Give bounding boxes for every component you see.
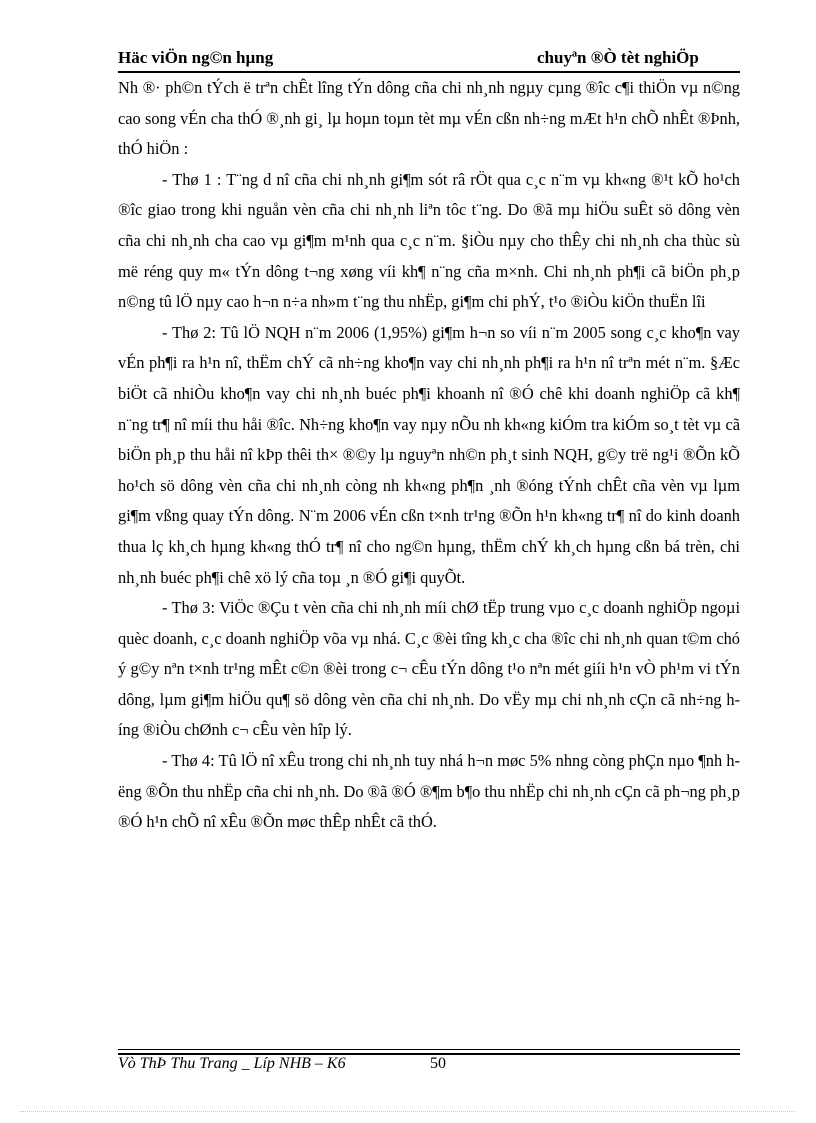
page-bottom-edge — [20, 1111, 796, 1112]
footer-rule-thin — [118, 1049, 740, 1050]
institution-title: Häc viÖn ng©n hµng — [118, 48, 274, 67]
body-text — [118, 73, 740, 838]
page-footer — [118, 1055, 740, 1077]
paragraph-point-4: - Thø 4: Tû lÖ nî xÊu trong chi nh¸nh tuy nhá h¬n møc 5% nhng còng phÇn nµo ¶nh hëng ®Õn thu nhËp cña chi nh¸nh. Do ®ã ®Ó ®¶m b¶o thu nhËp chi nh¸nh cÇn cã ph¬ng ph¸p ®Ó h¹n chÕ nî xÊu ®Õn møc thÊp nhÊt cã thÓ. — [118, 751, 740, 832]
paragraph-intro: Nh ®· ph©n tÝch ë trªn chÊt lîng tÝn dông cña chi nh¸nh ngµy cµng ®îc c¶i thiÖn vµ n©ng cao song vÉn cha thÓ ®¸nh gi¸ lµ hoµn toµn tèt mµ vÉn cßn nh÷ng mÆt h¹n chÕ nhÊt ®Þnh, thÓ hiÖn : — [118, 78, 740, 159]
page-number: 50 — [430, 1055, 446, 1072]
paragraph-point-2: - Thø 2: Tû lÖ NQH n¨m 2006 (1,95%) gi¶m h¬n so víi n¨m 2005 song c¸c kho¶n vay vÉn ph¶i ra h¹n nî, thËm chÝ cã nh÷ng kho¶n vay chi nh¸nh ph¶i ra h¹n nî trªn mét n¨m. §Æc biÖt cã nhiÒu kho¶n vay chi nh¸nh buéc ph¶i khoanh nî ®Ó chê khi doanh nghiÖp cã kh¶ n¨ng tr¶ nî míi thu håi ®îc. Nh÷ng kho¶n vay nµy nÕu nh kh«ng kiÓm tra kiÓm so¸t tèt vµ cã biÖn ph¸p thu håi nî kÞp thêi th× ®©y lµ nguyªn nh©n ph¸t sinh NQH, g©y trë ng¹i ®Õn kÕ ho¹ch sö dông vèn cña chi nh¸nh còng nh kh«ng ph¶n ¸nh ®óng tÝnh chÊt cña vèn vµ lµm gi¶m vßng quay tÝn dông. N¨m 2006 vÉn cßn t×nh tr¹ng ®Õn h¹n kh«ng tr¶ nî do kinh doanh thua lç kh¸ch hµng kh«ng thÓ tr¶ nî cho ng©n hµng, thËm chÝ kh¸ch hµng cßn bá trèn, chi nh¸nh buéc ph¶i chê xö lý cña toµ ¸n ®Ó gi¶i quyÕt. — [118, 322, 740, 587]
author-name: Vò ThÞ Thu Trang _ Líp NHB – K6 — [118, 1055, 346, 1072]
paragraph-point-3: - Thø 3: ViÖc ®Çu t vèn cña chi nh¸nh míi chØ tËp trung vµo c¸c doanh nghiÖp ngoµi quèc doanh, c¸c doanh nghiÖp võa vµ nhá. C¸c ®èi tîng kh¸c cha ®îc chi nh¸nh quan t©m chó ý g©y nªn t×nh tr¹ng mÊt c©n ®èi trong c¬ cÊu tÝn dông t¹o nªn mét giíi h¹n vÒ ph¹m vi tÝn dông, lµm gi¶m hiÖu qu¶ sö dông vèn cña chi nh¸nh. Do vËy mµ chi nh¸nh cÇn cã nh÷ng híng ®iÒu chØnh c¬ cÊu vèn hîp lý. — [118, 598, 740, 740]
thesis-title: chuyªn ®Ò tèt nghiÖp — [537, 48, 699, 67]
page-header — [118, 44, 740, 70]
paragraph-point-1: - Thø 1 : T¨ng d nî cña chi nh¸nh gi¶m sót râ rÖt qua c¸c n¨m vµ kh«ng ®¹t kÕ ho¹ch ®îc giao trong khi nguån vèn cña chi nh¸nh liªn tôc t¨ng. Do ®ã mµ hiÖu suÊt sö dông vèn cña chi nh¸nh cha cao vµ gi¶m m¹nh qua c¸c n¨m. §iÒu nµy cho thÊy chi nh¸nh cha thùc sù më réng quy m« tÝn dông t¬ng xøng víi kh¶ n¨ng cña m×nh. Chi nh¸nh ph¶i cã biÖn ph¸p n©ng tû lÖ nµy cao h¬n n÷a nh»m t¨ng thu nhËp, gi¶m chi phÝ, t¹o ®iÒu kiÖn thuËn lîi — [118, 169, 740, 312]
